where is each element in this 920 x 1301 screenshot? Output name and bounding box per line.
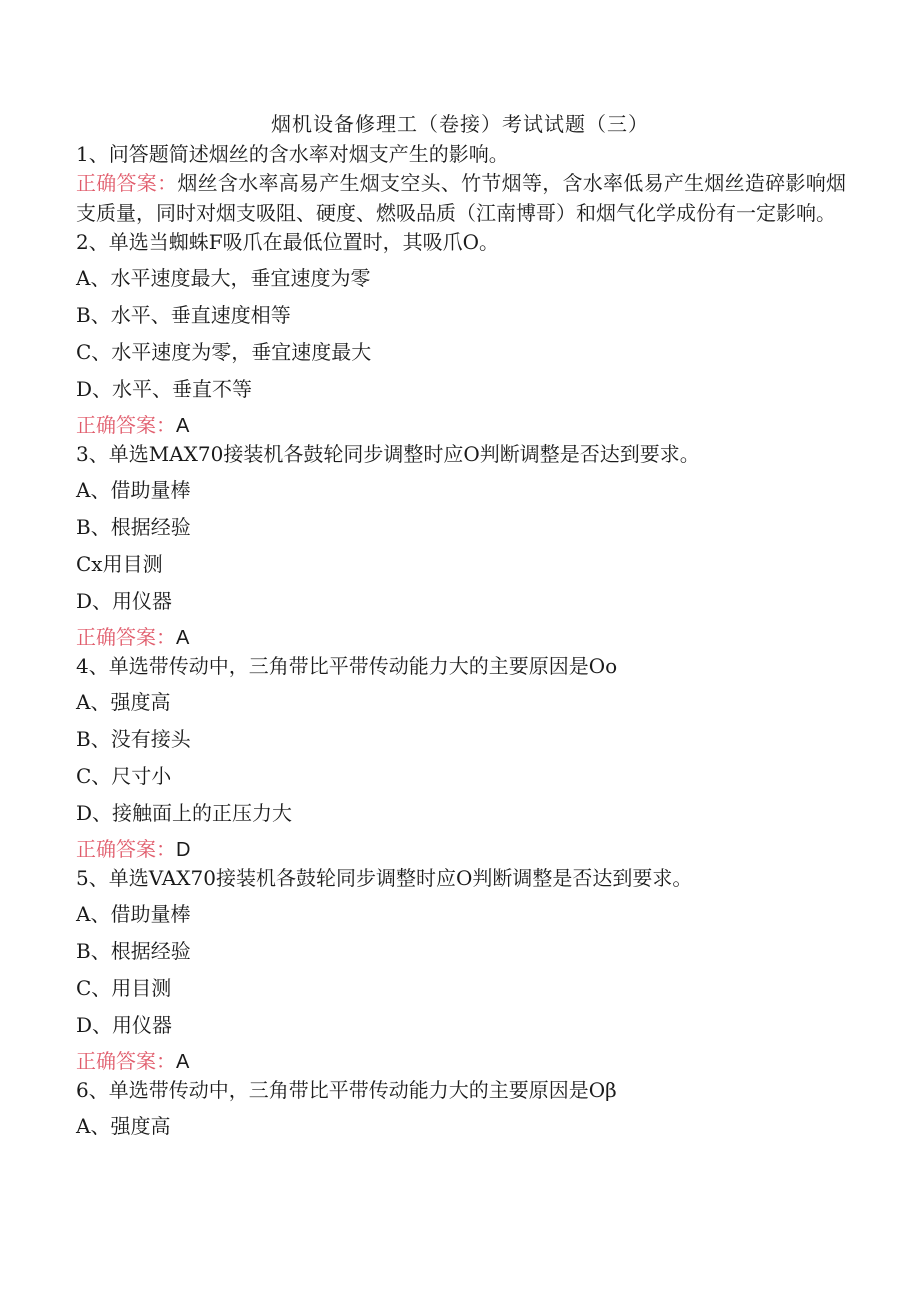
question-2 [76, 228, 846, 440]
option-d: D、用仪器 [76, 1013, 173, 1037]
answer-value: D [176, 839, 191, 861]
answer-label: 正确答案： [76, 1049, 176, 1073]
answer-block [76, 1047, 846, 1076]
answer-value: A [176, 415, 190, 437]
option-b: B、水平、垂直速度相等 [76, 303, 291, 327]
answer-block [76, 411, 846, 440]
question-stem: 2、单选当蜘蛛F吸爪在最低位置时，其吸爪O。 [76, 230, 499, 254]
answer-label: 正确答案： [76, 625, 176, 649]
option-d: D、水平、垂直不等 [76, 377, 253, 401]
option-a: A、借助量棒 [76, 478, 191, 502]
option-c: Cx用目测 [76, 552, 163, 576]
option-d: D、用仪器 [76, 589, 173, 613]
document-title: 烟机设备修理工（卷接）考试试题（三） [271, 112, 649, 136]
option-b: B、根据经验 [76, 515, 191, 539]
answer-text: 烟丝含水率高易产生烟支空头、竹节烟等，含水率低易产生烟丝造碎影响烟支质量，同时对烟支吸阻、硬度、燃吸品质（江南博哥）和烟气化学成份有一定影响。 [76, 171, 847, 225]
option-c: C、尺寸小 [76, 764, 172, 788]
question-stem: 4、单选带传动中，三角带比平带传动能力大的主要原因是Oo [76, 654, 618, 678]
question-stem: 6、单选带传动中，三角带比平带传动能力大的主要原因是Oβ [76, 1078, 617, 1102]
question-list [76, 140, 846, 1141]
option-b: B、根据经验 [76, 939, 191, 963]
question-6 [76, 1076, 846, 1141]
question-5 [76, 864, 846, 1076]
answer-value: A [176, 1051, 190, 1073]
question-stem: 1、问答题简述烟丝的含水率对烟支产生的影响。 [76, 142, 509, 166]
answer-value: A [176, 627, 190, 649]
question-stem: 5、单选VAX70接装机各鼓轮同步调整时应O判断调整是否达到要求。 [76, 866, 693, 890]
answer-block [76, 623, 846, 652]
option-a: A、强度高 [76, 690, 171, 714]
option-d: D、接触面上的正压力大 [76, 801, 293, 825]
question-4 [76, 652, 846, 864]
answer-label: 正确答案： [76, 837, 176, 861]
option-a: A、水平速度最大，垂宜速度为零 [76, 266, 371, 290]
option-c: C、水平速度为零，垂宜速度最大 [76, 340, 372, 364]
option-a: A、借助量棒 [76, 902, 191, 926]
answer-block [76, 835, 846, 864]
question-stem: 3、单选MAX70接装机各鼓轮同步调整时应O判断调整是否达到要求。 [76, 442, 700, 466]
option-c: C、用目测 [76, 976, 172, 1000]
question-1 [76, 140, 846, 228]
answer-block [76, 168, 846, 228]
option-a: A、强度高 [76, 1114, 171, 1138]
option-b: B、没有接头 [76, 727, 191, 751]
question-3 [76, 440, 846, 652]
answer-label: 正确答案： [76, 413, 176, 437]
answer-label: 正确答案： [76, 171, 178, 195]
